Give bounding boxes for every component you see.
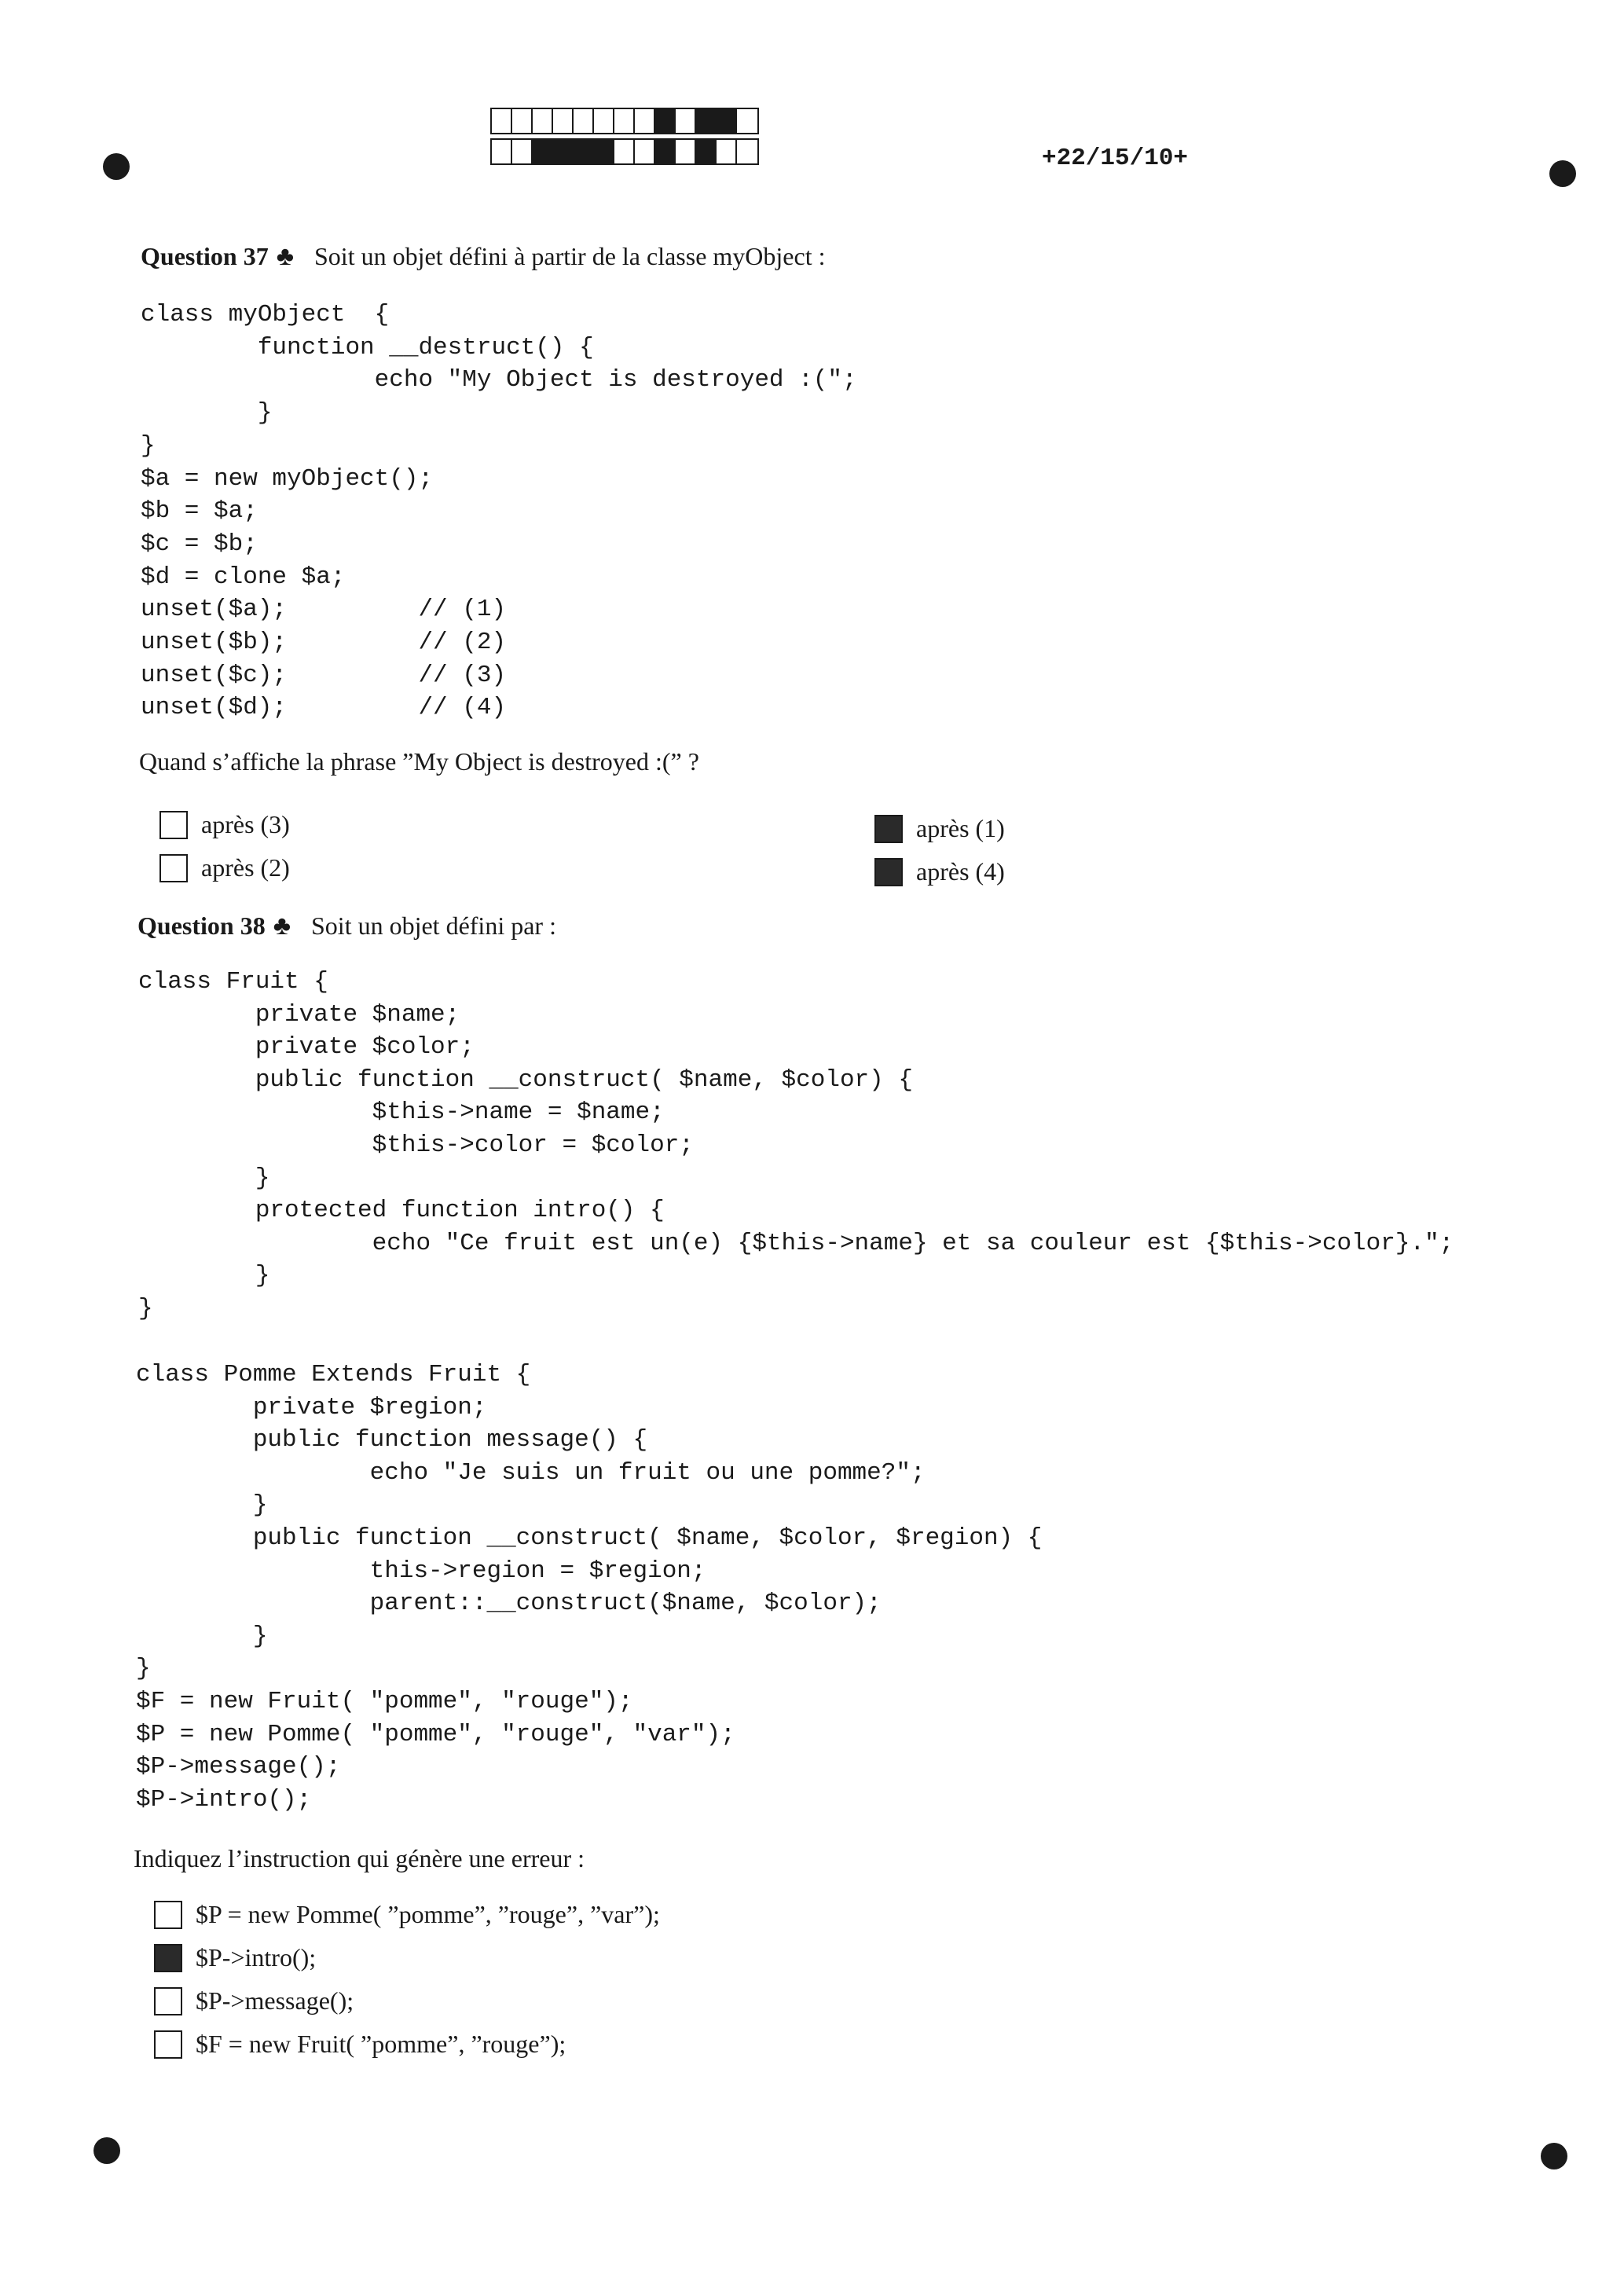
code-cell [696,140,717,163]
question-number: Question 37 [141,242,269,270]
code-cell [553,140,574,163]
code-cell [655,140,676,163]
code-cell [594,140,614,163]
question-38-header [137,911,556,941]
code-block: class Pomme Extends Fruit { private $region; public function message() { echo "Je suis un fruit ou une pomme?"; } public function __construct( $name, $color, $region) { this->region = $region; parent::__construct($name, $color); } } $F = new Fruit( "pomme", "rouge"); $P = new Pomme( "pomme", "rouge", "var"); $P->message(); $P->intro(); [136,1361,1043,1814]
corner-registration-mark [1541,2143,1567,2169]
question-intro: Soit un objet défini par : [311,911,556,940]
code-cell [533,109,553,133]
answer-checkbox[interactable] [159,811,188,839]
answer-checkbox[interactable] [154,1987,182,2015]
answer-checkbox[interactable] [154,1944,182,1972]
code-cell [655,109,676,133]
club-icon: ♣ [273,911,291,941]
code-cell [512,109,533,133]
code-block: class myObject { function __destruct() { echo "My Object is destroyed :("; } } $a = new myObject(); $b = $a; $c = $b; $d = clone $a; unset($a); // (1) unset($b); // (2) unset($c); // (3) unset($d); // (4) [141,301,857,722]
corner-registration-mark [1549,160,1576,187]
code-block: class Fruit { private $name; private $color; public function __construct( $name, $color) { $this->name = $name; $this->color = $color; } protected function intro() { echo "Ce fruit est un(e) {$this->name} et sa couleur est {$this->color}."; } } [138,968,1454,1322]
answer-label: après (1) [916,814,1005,842]
question-number: Question 38 [137,911,266,940]
answer-checkbox[interactable] [874,815,903,843]
code-cell [574,109,594,133]
answer-label: $P = new Pomme( ”pomme”, ”rouge”, ”var”); [196,1900,660,1928]
corner-registration-mark [103,153,130,180]
page-identifier: +22/15/10+ [1042,145,1189,172]
answer-label: $P->intro(); [196,1943,317,1971]
answer-label: $P->message(); [196,1986,354,2015]
answer-checkbox[interactable] [159,854,188,882]
answer-option[interactable] [159,810,290,839]
code-cell [737,109,757,133]
code-cell [676,109,696,133]
code-cell [594,109,614,133]
answer-option[interactable] [159,853,290,882]
student-id-code-strip [490,108,759,134]
answer-option[interactable] [154,1986,354,2015]
code-cell [512,140,533,163]
code-cell [635,140,655,163]
answer-label: après (2) [201,853,290,882]
code-cell [717,140,737,163]
answer-option[interactable] [154,1943,316,1972]
code-cell [696,109,717,133]
answer-option[interactable] [154,1900,660,1929]
code-cell [737,140,757,163]
answer-label: après (3) [201,810,290,838]
answer-option[interactable] [874,857,1005,886]
club-icon: ♣ [276,242,294,271]
answer-checkbox[interactable] [154,1901,182,1929]
code-cell [614,109,635,133]
answer-option[interactable] [874,814,1005,843]
code-cell [717,109,737,133]
corner-registration-mark [93,2137,120,2164]
code-cell [614,140,635,163]
answer-checkbox[interactable] [154,2030,182,2059]
question-prompt: Quand s’affiche la phrase ”My Object is destroyed :(” ? [139,747,699,776]
answer-label: $F = new Fruit( ”pomme”, ”rouge”); [196,2030,566,2058]
code-cell [533,140,553,163]
code-cell [553,109,574,133]
student-id-code-strip [490,138,759,165]
question-prompt: Indiquez l’instruction qui génère une erreur : [134,1844,585,1872]
code-cell [492,109,512,133]
question-intro: Soit un objet défini à partir de la classe myObject : [314,242,826,270]
answer-checkbox[interactable] [874,858,903,886]
code-cell [635,109,655,133]
answer-option[interactable] [154,2030,566,2059]
question-37-header [141,242,825,272]
code-cell [676,140,696,163]
answer-label: après (4) [916,857,1005,886]
code-cell [492,140,512,163]
code-cell [574,140,594,163]
